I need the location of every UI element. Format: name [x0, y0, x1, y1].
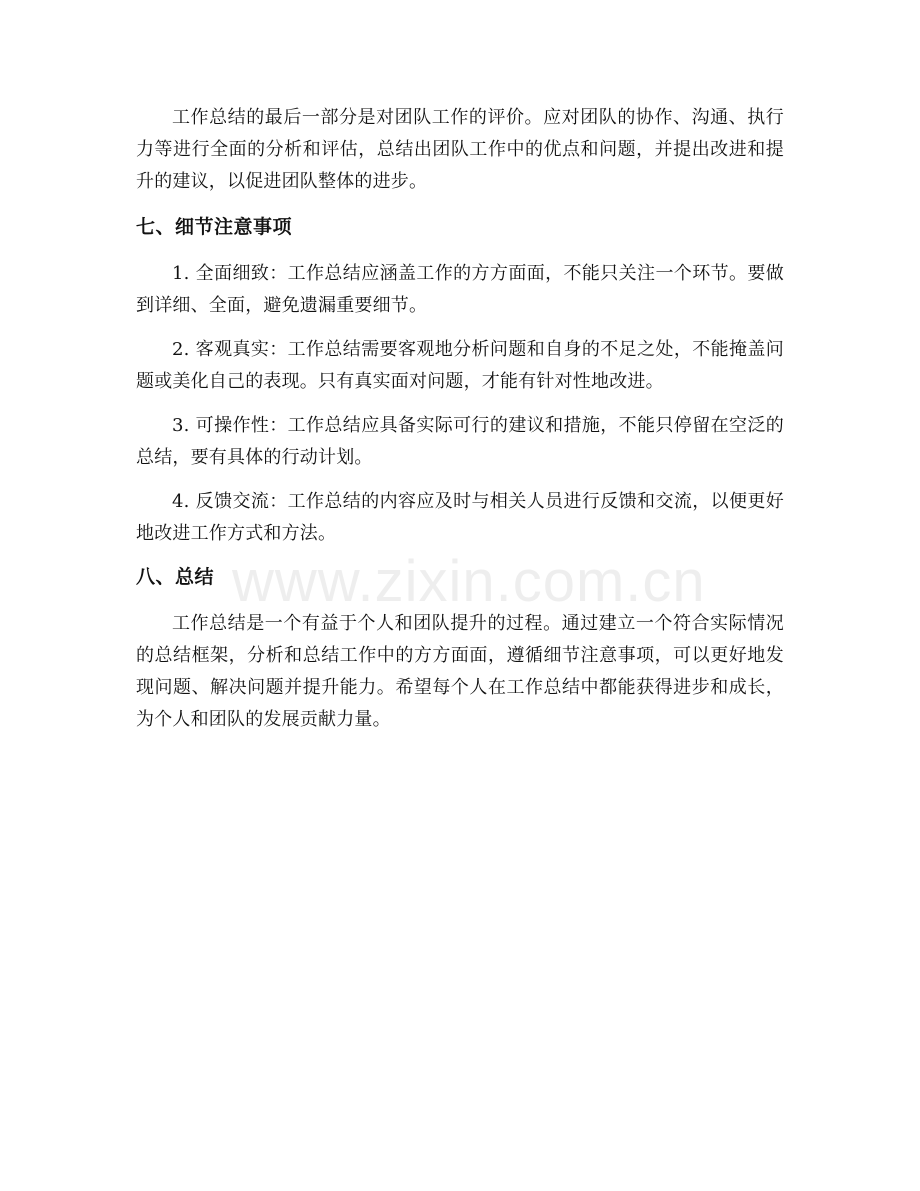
section7-item-4: 4. 反馈交流：工作总结的内容应及时与相关人员进行反馈和交流，以便更好地改进工作方式和方法。	[136, 491, 784, 544]
section8-heading: 八、总结	[136, 566, 215, 588]
section7-item-3: 3. 可操作性：工作总结应具备实际可行的建议和措施，不能只停留在空泛的总结，要有具体的行动计划。	[136, 415, 784, 468]
section8-paragraph: 工作总结是一个有益于个人和团队提升的过程。通过建立一个符合实际情况的总结框架，分析和总结工作中的方方面面，遵循细节注意事项，可以更好地发现问题、解决问题并提升能力。希望每个人在工作总结中都能获得进步和成长，为个人和团队的发展贡献力量。	[136, 613, 784, 730]
section7-heading: 七、细节注意事项	[136, 216, 293, 238]
watermark: www.zixin.com.cn	[232, 549, 706, 614]
intro-paragraph: 工作总结的最后一部分是对团队工作的评价。应对团队的协作、沟通、执行力等进行全面的分析和评估，总结出团队工作中的优点和问题，并提出改进和提升的建议，以促进团队整体的进步。	[136, 107, 784, 192]
section7-item-2: 2. 客观真实：工作总结需要客观地分析问题和自身的不足之处，不能掩盖问题或美化自己的表现。只有真实面对问题，才能有针对性地改进。	[136, 339, 784, 392]
document-body	[136, 102, 784, 736]
section7-item-1: 1. 全面细致：工作总结应涵盖工作的方方面面，不能只关注一个环节。要做到详细、全面，避免遗漏重要细节。	[136, 263, 784, 316]
